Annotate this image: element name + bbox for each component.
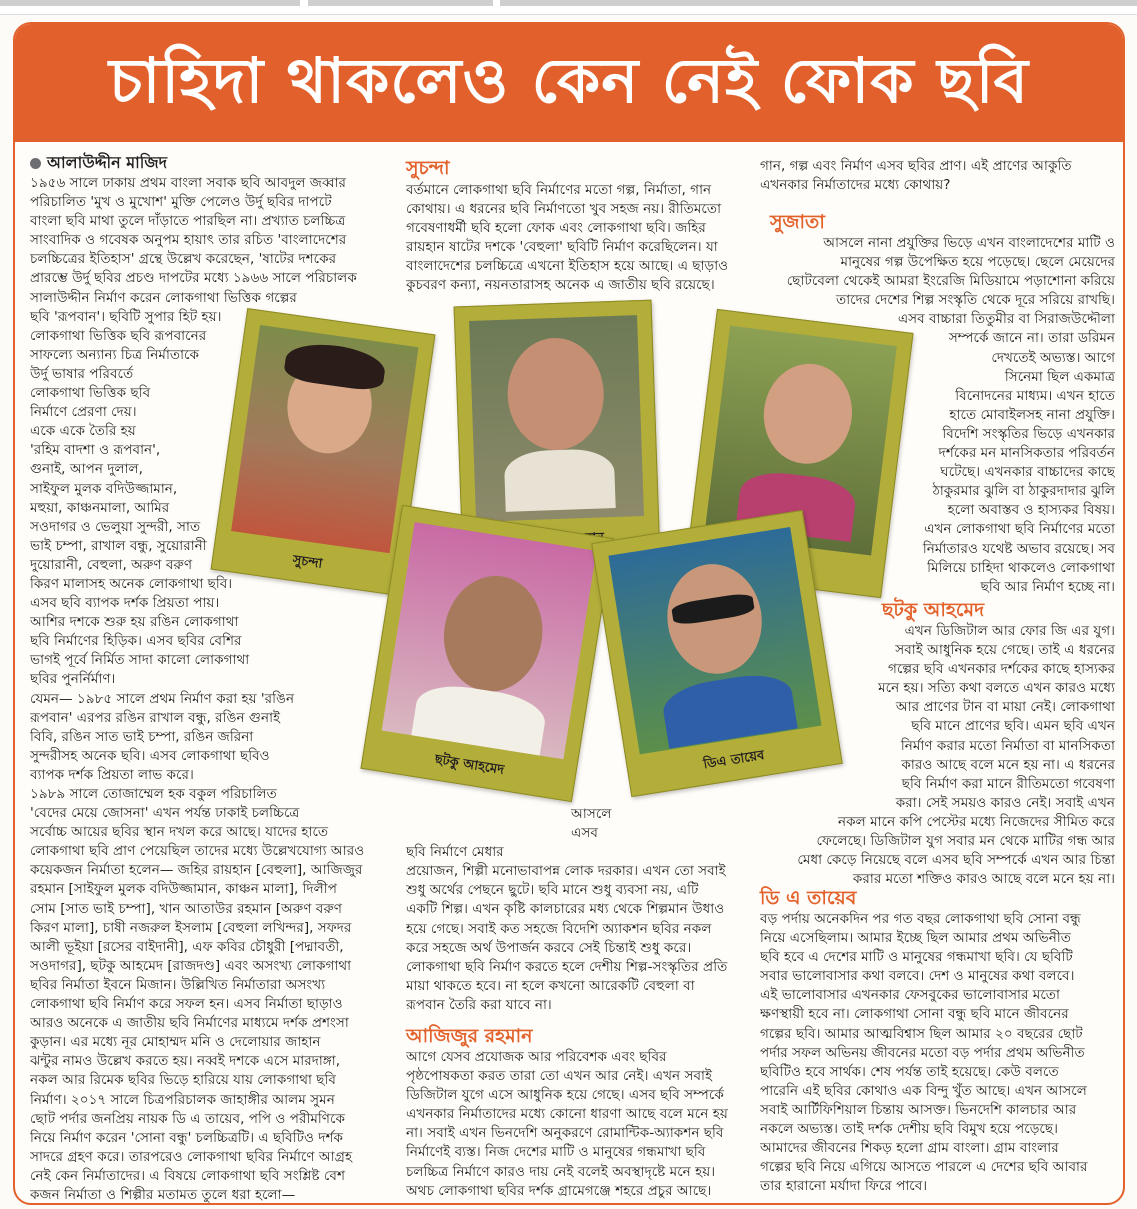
text-line: হলো অবাস্তব ও হাস্যকর বিষয়।: [947, 502, 1115, 519]
byline: [30, 152, 405, 174]
text-line: আগে যেসব প্রযোজক আর পরিবেশক এবং ছবির: [406, 1049, 667, 1065]
text-line: নির্মাণেই ব্যস্ত। নিজ দেশের মাটি ও মানুষের গন্ধমাখা ছবি: [406, 1144, 706, 1161]
text-line: দুয়োরানী, বেহুলা, অরুণ বরুণ: [30, 556, 193, 573]
text-line: ভাই চম্পা, রাখাল বন্ধু, সুয়োরানী: [30, 537, 207, 554]
text-line: নিয়ে নির্মাণ করেন 'সোনা বন্ধু' চলচ্চিত্রটি। এ ছবিটিও দর্শক: [30, 1129, 344, 1146]
text-line: কারও আছে বলে মনে হয় না। এ ধরনের: [901, 756, 1115, 773]
text-line: গুনাই, আপন দুলাল,: [30, 461, 144, 478]
text-line: প্রারম্ভে উর্দু ছবির প্রচণ্ড দাপটের মধ্যে ১৯৬৬ সালে পরিচালক: [30, 270, 357, 287]
text-line: সাইফুল মুলক বদিউজ্জামান,: [30, 480, 178, 497]
text-line: ভাগই পূর্বে নির্মিত সাদা কালো লোকগাথা: [30, 652, 250, 669]
text-line: ঠাকুরমার ঝুলি বা ঠাকুরদাদার ঝুলি: [932, 483, 1115, 500]
text-line: নির্মাণ করার মতো নির্মাতা বা মানসিকতা: [900, 737, 1115, 754]
text-line: বাংলাদেশের চলচ্চিত্রে এখনো ইতিহাস হয়ে আছে। এ ছাড়াও: [406, 258, 729, 275]
text-line: ছোটবেলা থেকেই আমরা ইংরেজি মিডিয়ামে পড়াশোনা করিয়ে: [786, 273, 1115, 290]
text-line: পর্দার সফল অভিনয় জীবনের মতো বড় পর্দার প্রথম অভিনীত: [760, 1044, 1085, 1061]
text-line: লোকগাথা ভিত্তিক ছবি রূপবানের: [30, 327, 207, 344]
text-line: গবেষণাধর্মী ছবি হলো ফোক এবং লোকগাথা ছবি। জহির: [406, 220, 706, 237]
subhead-sujata: সুজাতা: [770, 211, 825, 233]
face-shape: [436, 569, 551, 699]
text-line: অথচ লোকগাথা ছবির দর্শক গ্রামেগঞ্জে শহরে প্রচুর আছে।: [406, 1182, 712, 1199]
caption-taeb: ডিএ তায়েব: [702, 747, 766, 773]
text-line: পৃষ্ঠপোষকতা করত তারা তো এখন আর নেই। এখন সবাই: [406, 1068, 713, 1085]
text-line: ১৯৫৬ সালে ঢাকায় প্রথম বাংলা সবাক ছবি আবদুল জব্বার: [30, 175, 347, 191]
text-line: কুচবরণ কন্যা, নয়নতারাসহ অনেক এ জাতীয় ছবি রয়েছে।: [406, 277, 715, 294]
photo-taeb: [591, 510, 843, 797]
text-line: গল্পের ছবি নিয়ে এগিয়ে আসতে পারলে এ দেশের ছবি আবার: [760, 1159, 1088, 1176]
text-line: সোম [সাত ভাই চম্পা], খান আতাউর রহমান [অরুণ বরুণ: [30, 900, 342, 917]
subhead-taeb: ডি এ তায়েব: [760, 887, 857, 909]
text-line: সবাই আধুনিক হয়ে গেছে। তাই এ ধরনের: [895, 642, 1115, 659]
text-line: ছবি নির্মাণ করা মানে রীতিমতো গবেষণা: [901, 775, 1115, 792]
text-line: আসলে নানা প্রযুক্তির ভিড়ে এখন বাংলাদেশের মাটি ও: [823, 235, 1115, 251]
text-line: দেখতেই অভ্যস্ত। আগে: [991, 349, 1115, 366]
text-line: গল্পের ছবি এখনকার দর্শকের কাছে হাস্যকর: [888, 661, 1115, 678]
text-line: ছবি 'রূপবান'। ছবিটি সুপার হিট হয়।: [30, 308, 222, 325]
text-line: সাংবাদিক ও গবেষক অনুপম হায়াৎ তার রচিত 'বাংলাদেশের: [30, 232, 347, 249]
text-line: যেমন— ১৯৮৫ সালে প্রথম নির্মাণ করা হয় 'রঙিন: [30, 690, 295, 707]
text-line: একটি শিল্প। এখন কৃষ্টি কালচারের মধ্য থেকে শিল্পমান উধাও: [406, 901, 725, 918]
text-line: সাদরে গ্রহণ করে। তারপরেও লোকগাথা ছবির নির্মাণে আগ্রহ: [30, 1148, 353, 1165]
text-line: মায়া থাকতে হবে। না হলে কখনো আরেকটি বেহুলা বা: [406, 977, 695, 994]
text-line: সিনেমা ছিল একমাত্র: [1004, 368, 1115, 385]
text-line: ছবির নির্মাতা ইবনে মিজান। উল্লিখিত নির্মাতারা অসংখ্য: [30, 976, 326, 993]
text-line: নকলে অভ্যস্ত। তাই দর্শক দেশীয় ছবি বিমুখ হয়ে পড়েছে।: [760, 1121, 1058, 1138]
text-line: এই ভালোবাসার এখনকার ফেসবুকের ভালোবাসার মতো: [760, 987, 1060, 1004]
text-line: 'রহিম বাদশা ও রূপবান',: [30, 442, 161, 459]
text-line: না। সবাই এখন ভিনদেশি অনুকরণে রোমান্টিক-অ্যাকশন ছবি: [406, 1125, 724, 1142]
text-line: নির্মাতারও যথেষ্ট অভাব রয়েছে। সব: [922, 540, 1115, 557]
text-line: চলচ্চিত্রের ইতিহাস' গ্রন্থে উল্লেখ করেছেন, 'ষাটের দশকের: [30, 251, 337, 268]
text-line: আমাদের জীবনের শিকড় হলো গ্রাম বাংলা। গ্রাম বাংলার: [760, 1140, 1059, 1157]
top-strip-segment: [308, 0, 493, 6]
shirt-shape: [411, 680, 549, 759]
subhead-azizur: আজিজুর রহমান: [406, 1025, 533, 1047]
text-line: বড় পর্দায় অনেকদিন পর গত বছর লোকগাথা ছবি সোনা বন্ধু: [760, 911, 1081, 927]
top-strip-segment: [500, 0, 1137, 6]
text-line: প্রয়োজন, শিল্পী মনোভাবাপন্ন লোক দরকার। এখন তো সবাই: [406, 863, 726, 880]
text-line: কিরণ মালাসহ অনেক লোকগাথা ছবি।: [30, 575, 233, 592]
text-line: ছবি নির্মাণের হিড়িক। এসব ছবির বেশির: [30, 633, 242, 650]
text-line: ছবিটিও হবে সার্থক। শেষ পর্যন্ত তাই হয়েছে। কেউ বলতে: [760, 1063, 1059, 1080]
subhead-suchanda: সুচন্দা: [406, 157, 450, 179]
text-line: রায়হান ষাটের দশকে 'বেহুলা' ছবিটি নির্মাণ করেছিলেন। যা: [406, 239, 718, 256]
text-line: ফেলেছে। ডিজিটাল যুগ সবার মন থেকে মাটির গন্ধ আর: [816, 833, 1115, 850]
text-line: ছবির পুনর্নির্মাণ।: [30, 671, 116, 688]
text-line: গান, গল্প এবং নির্মাণ এসব ছবির প্রাণ। এই প্রাণের আকুতি: [760, 158, 1072, 174]
text-line: এসব: [571, 825, 598, 842]
caption-suchanda: সুচন্দা: [291, 552, 324, 572]
text-line: মেধা কেড়ে নিয়েছে বলে এসব ছবি সম্পর্কে এখন আর চিন্তা: [797, 852, 1115, 869]
text-line: করে সহজে অর্থ উপার্জন করবে সেই চিন্তাই শুধু করে।: [406, 939, 692, 956]
text-line: মহুয়া, কাঞ্চনমালা, আমির: [30, 499, 170, 516]
text-line: ছবি আর নির্মাণ হচ্ছে না।: [980, 578, 1115, 595]
text-line: লোকগাথা ছবি নির্মাণ করতে হলে দেশীয় শিল্প-সংস্কৃতির প্রতি: [406, 958, 728, 975]
subhead-chotku: ছটকু আহমেদ: [882, 599, 985, 621]
text-line: নকল মানে কপি পেস্টের মধ্যে নিজেদের সীমিত করে: [838, 813, 1115, 830]
text-line: বিনোদনের মাধ্যম। এখন হাতে: [955, 387, 1115, 404]
text-line: লোকগাথা ছবি প্রাণ পেয়েছিল তাদের মধ্যে উল্লেখযোগ্য আরও: [30, 843, 365, 860]
text-line: একে একে তৈরি হয়: [30, 423, 136, 440]
shirt-shape: [660, 669, 798, 749]
photo-chotku: [360, 505, 613, 802]
top-strip-segment: [0, 0, 300, 6]
suchanda-text: [406, 181, 756, 296]
text-line: করা। সেই সময়ও কারও নেই। সবাই এখন: [895, 794, 1115, 811]
text-line: দর্শকের মন মানসিকতার পরিবর্তন: [938, 445, 1115, 462]
text-line: ছোট পর্দার জনপ্রিয় নায়ক ডি এ তায়েব, পপি ও পরীমণিকে: [30, 1110, 345, 1127]
text-line: ব্যাপক দর্শক প্রিয়তা লাভ করে।: [30, 766, 194, 783]
caption-chotku: ছটকু আহমেদ: [433, 752, 505, 778]
portrait-taeb: [608, 527, 821, 754]
text-line: সবার ভালোবাসার কথা বলবে। দেশ ও মানুষের কথা বলবে।: [760, 968, 1075, 985]
text-line: নির্মাণ। ২০১৭ সালে চিত্রপরিচালক জাহাঙ্গীর আলম সুমন: [30, 1091, 335, 1108]
text-line: এসব বাচ্চারা তিতুমীর বা সিরাজউদ্দৌলা: [897, 311, 1115, 328]
column-1: [30, 152, 405, 1205]
text-line: এখনকার নির্মাতাদের মধ্যে কোথায়?: [760, 177, 951, 194]
bullet-icon: [30, 158, 41, 169]
azizur-text: [406, 1048, 756, 1201]
portrait-azizur: [469, 315, 644, 522]
text-line: সওদাগর ও ভেলুয়া সুন্দরী, সাত: [30, 518, 201, 535]
portrait-suchanda: [231, 325, 418, 553]
text-line: সবাই আর্টিফিশিয়াল চিন্তায় আসক্ত। ভিনদেশি কালচার আর: [760, 1101, 1077, 1118]
text-line: রূপবান তৈরি করা যাবে না।: [406, 996, 552, 1013]
text-line: পরিচালিত 'মুখ ও মুখোশ' মুক্তি পেলেও উর্দু ছবির দাপটে: [30, 194, 332, 211]
text-line: হাতে মোবাইলসহ নানা প্রযুক্তি।: [949, 406, 1115, 423]
text-line: ডিজিটাল যুগে এসে আধুনিক হয়ে গেছে। এসব ছবি সম্পর্কে: [406, 1087, 724, 1104]
text-line: শুধু অর্থের পেছনে ছুটে। ছবি মানে শুধু ব্যবসা নয়, এটি: [406, 882, 699, 899]
column-3-top: [760, 157, 1115, 195]
text-line: সর্বোচ্চ আয়ের ছবির স্থান দখল করে আছে। যাদের হাতে: [30, 824, 329, 841]
text-line: ঘটেছে। এখনকার বাচ্চাদের কাছে: [940, 464, 1115, 481]
text-line: ছবি মানে প্রাণের ছবি। এমন ছবি এখন: [911, 718, 1115, 735]
text-line: বাংলা ছবি মাথা তুলে দাঁড়াতে পারছিল না। প্রখ্যাত চলচ্চিত্র: [30, 213, 346, 230]
text-line: সাফল্যে অন্যান্য চিত্র নির্মাতাকে: [30, 346, 199, 363]
text-line: মনে হয়। সত্যি কথা বলতে এখন কারও মধ্যে: [878, 680, 1115, 697]
text-line: মানুষের গল্প উপেক্ষিত হয়ে পড়েছে। ছেলে মেয়েদের: [840, 254, 1115, 271]
text-line: আরও অনেকে এ জাতীয় ছবি নির্মাণের মাধ্যমে দর্শক প্রশংসা: [30, 1015, 349, 1032]
text-line: চলচ্চিত্র নির্মাণে কারও দায় নেই বলেই অবস্থাদৃষ্টে মনে হয়।: [406, 1163, 716, 1180]
headline: চাহিদা থাকলেও কেন নেই ফোক ছবি: [108, 44, 1030, 117]
shirt-shape: [504, 448, 616, 512]
face-shape: [758, 359, 858, 469]
text-line: বিদেশি সংস্কৃতির ভিড়ে এখনকার: [942, 425, 1115, 442]
text-line: লোকগাথা ছবি নির্মাণ করে সফল হন। এসব নির্মাতা ছাড়াও: [30, 996, 343, 1013]
text-line: তাদের দেশের শিল্প সংস্কৃতি থেকে দূরে সরিয়ে রাখছি।: [836, 292, 1115, 309]
text-line: নকল আর রিমেক ছবির ভিড়ে হারিয়ে যায় লোকগাথা ছবি: [30, 1072, 336, 1089]
text-line: করার মতো শক্তিও কারও আছে বলে মনে হয় না।: [852, 871, 1115, 888]
text-line: পারেনি এই ছবির কোথাও এক বিন্দু খুঁত আছে। এখন আসলে: [760, 1082, 1087, 1099]
portrait-chotku: [382, 522, 597, 759]
text-line: ঝন্টুর নামও উল্লেখ করতে হয়। নব্বই দশকে এসে মারদাঙ্গা,: [30, 1053, 341, 1070]
text-line: কজন নির্মাতা ও শিল্পীর মতামত তুলে ধরা হলো—: [30, 1186, 296, 1203]
text-line: সুন্দরীসহ অনেক ছবি। এসব লোকগাথা ছবিও: [30, 747, 270, 764]
text-line: কিরণ মালা], চাষী নজরুল ইসলাম [বেহুলা লখিন্দর], সফদর: [30, 919, 352, 936]
page-top-strip: [0, 0, 1137, 15]
text-line: মিলিয়ে চাহিদা থাকলেও লোকগাথা: [927, 559, 1115, 576]
text-line: রহমান [সাইফুল মুলক বদিউজ্জামান, কাঞ্চন মালা], দিলীপ: [30, 881, 337, 898]
text-line: এখন লোকগাথা ছবি নির্মাণের মতো: [924, 521, 1115, 538]
byline-name: আলাউদ্দীন মাজিদ: [47, 153, 168, 172]
text-line: ছবি হবে এ দেশের মাটি ও মানুষের গন্ধমাখা ছবি। যে ছবিটি: [760, 949, 1073, 966]
text-line: ছবি নির্মাণে মেধার: [406, 844, 504, 861]
taeb-text: [760, 910, 1115, 1196]
text-line: সম্পর্কে জানে না। তারা ডরিমন: [948, 330, 1115, 347]
text-line: কুড়ান। এর মধ্যে নূর মোহাম্মদ মনি ও দেলোয়ার জাহান: [30, 1034, 321, 1051]
face-shape: [506, 336, 606, 451]
text-line: বর্তমানে লোকগাথা ছবি নির্মাণের মতো গল্প, নির্মাতা, গান: [406, 182, 712, 198]
text-line: হয়ে গেছে। সবাই কত সহজে বিদেশি অ্যাকশন ছবির নকল: [406, 920, 712, 937]
text-line: কোথায়। এ ধরনের ছবি নির্মাণতো খুব সহজ নয়। রীতিমতো: [406, 201, 722, 218]
text-line: কয়েকজন নির্মাতা হলেন— জহির রায়হান [বেহুলা], আজিজুর: [30, 862, 363, 879]
text-line: আসলে: [571, 806, 612, 822]
text-line: এসব ছবি ব্যাপক দর্শক প্রিয়তা পায়।: [30, 595, 220, 612]
text-line: বিবি, রঙিন সাত ভাই চম্পা, রঙিন জরিনা: [30, 728, 254, 745]
text-line: গল্পের ছবি। আমার আত্মবিশ্বাস ছিল আমার ২০ বছরের ছোট: [760, 1025, 1083, 1042]
text-line: আলী ভূইয়া [রসের বাইদানী], এফ কবির চৌধুরী [পদ্মাবতী,: [30, 938, 344, 955]
text-line: তার হারানো মর্যাদা ফিরে পাবে।: [760, 1178, 928, 1195]
text-line: 'বেদের মেয়ে জোসনা' এখন পর্যন্ত ঢাকাই চলচ্চিত্রে: [30, 805, 300, 822]
text-line: ক্ষণস্থায়ী হবে না। লোকগাথা সোনা বন্ধু ছবি মানে জীবনের: [760, 1006, 1069, 1023]
text-line: আর প্রাণের টান বা মায়া নেই। লোকগাথা: [895, 699, 1115, 716]
text-line: সওদাগর], ছটকু আহমেদ [রাজদণ্ড] এবং অসংখ্য লোকগাথা: [30, 957, 352, 974]
text-line: সালাউদ্দীন নির্মাণ করেন লোকগাথা ভিত্তিক গল্পের: [30, 289, 297, 306]
text-line: উর্দু ভাষার পরিবর্তে: [30, 365, 134, 382]
text-line: ১৯৮৯ সালে তোজাম্মেল হক বকুল পরিচালিত: [30, 786, 277, 802]
text-line: নির্মাণে প্রেরণা দেয়।: [30, 404, 137, 421]
text-line: নিয়ে এসেছিলাম। আমার ইচ্ছে ছিল আমার প্রথম অভিনীত: [760, 930, 1071, 947]
text-line: আশির দশকে শুরু হয় রঙিন লোকগাথা: [30, 614, 239, 631]
suchanda-text-continued: [406, 805, 756, 1015]
text-line: এখন ডিজিটাল আর ফোর জি এর যুগ।: [904, 623, 1115, 639]
text-line: লোকগাথা ভিত্তিক ছবি: [30, 385, 151, 402]
text-line: নেই কেন নির্মাতাদের। এ বিষয়ে লোকগাথা ছবি সংশ্লিষ্ট বেশ: [30, 1167, 345, 1184]
text-line: রূপবান' এরপর রঙিন রাখাল বন্ধু, রঙিন গুনাই: [30, 709, 281, 726]
text-line: এখনকার নির্মাতাদের মধ্যে কোনো ধারণা আছে বলে মনে হয়: [406, 1106, 728, 1123]
